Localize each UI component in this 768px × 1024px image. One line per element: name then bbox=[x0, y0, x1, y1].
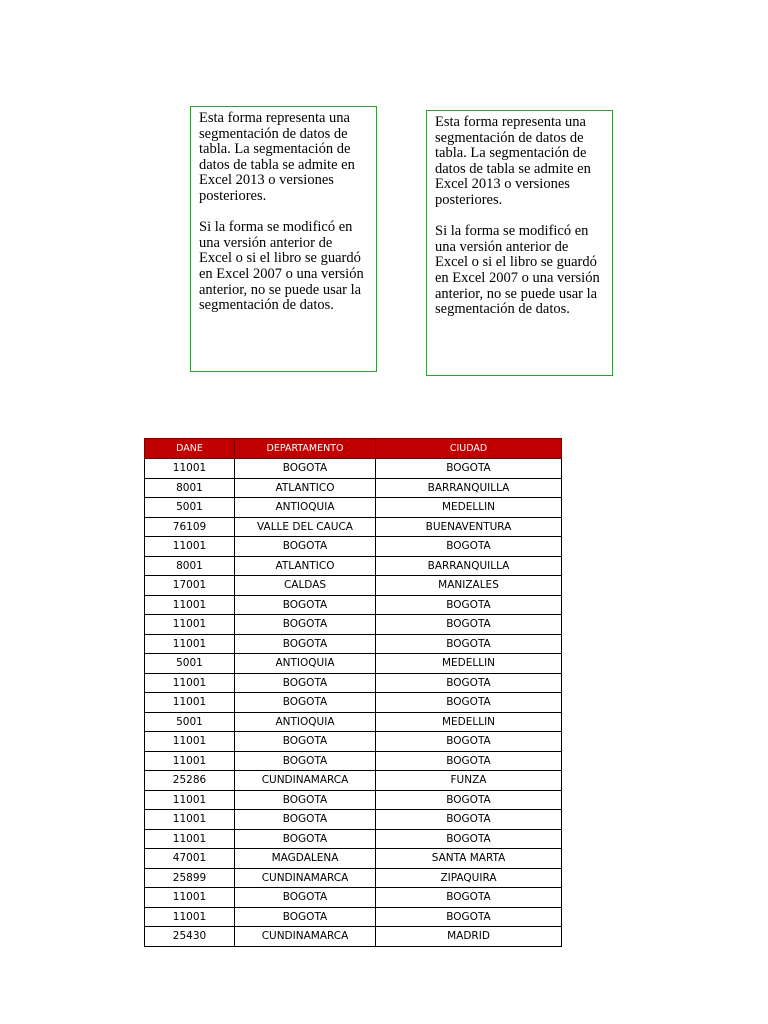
cell-ciudad[interactable]: ZIPAQUIRA bbox=[376, 868, 562, 888]
cell-ciudad[interactable]: BOGOTA bbox=[376, 888, 562, 908]
cell-dane[interactable]: 11001 bbox=[145, 673, 235, 693]
header-ciudad[interactable]: CIUDAD bbox=[376, 439, 562, 459]
table-row bbox=[145, 556, 562, 576]
cell-dane[interactable]: 76109 bbox=[145, 517, 235, 537]
cell-departamento[interactable]: ATLANTICO bbox=[235, 556, 376, 576]
cell-departamento[interactable]: BOGOTA bbox=[235, 810, 376, 830]
cell-dane[interactable]: 11001 bbox=[145, 693, 235, 713]
table-row bbox=[145, 868, 562, 888]
cell-dane[interactable]: 25286 bbox=[145, 771, 235, 791]
cell-ciudad[interactable]: BOGOTA bbox=[376, 595, 562, 615]
cell-dane[interactable]: 11001 bbox=[145, 615, 235, 635]
cell-ciudad[interactable]: BOGOTA bbox=[376, 537, 562, 557]
table-row bbox=[145, 907, 562, 927]
cell-departamento[interactable]: CUNDINAMARCA bbox=[235, 868, 376, 888]
cell-ciudad[interactable]: BOGOTA bbox=[376, 615, 562, 635]
cell-departamento[interactable]: BOGOTA bbox=[235, 751, 376, 771]
cell-dane[interactable]: 11001 bbox=[145, 810, 235, 830]
cell-dane[interactable]: 11001 bbox=[145, 595, 235, 615]
table-body bbox=[145, 459, 562, 947]
cell-ciudad[interactable]: BOGOTA bbox=[376, 829, 562, 849]
table-header-row bbox=[145, 439, 562, 459]
slicer-notice-text-2: Si la forma se modificó en una versión anterior de Excel o si el libro se guardó en Excel 2007 o una versión anterior, no se puede usar la segmentación de datos. bbox=[435, 223, 600, 318]
cell-dane[interactable]: 11001 bbox=[145, 732, 235, 752]
cell-dane[interactable]: 11001 bbox=[145, 459, 235, 479]
slicer-notice-text-2: Si la forma se modificó en una versión anterior de Excel o si el libro se guardó en Excel 2007 o una versión anterior, no se puede usar la segmentación de datos. bbox=[199, 219, 364, 314]
table-row bbox=[145, 712, 562, 732]
cell-ciudad[interactable]: BOGOTA bbox=[376, 693, 562, 713]
cell-departamento[interactable]: CUNDINAMARCA bbox=[235, 927, 376, 947]
cell-departamento[interactable]: BOGOTA bbox=[235, 673, 376, 693]
cell-dane[interactable]: 11001 bbox=[145, 907, 235, 927]
table-row bbox=[145, 849, 562, 869]
cell-ciudad[interactable]: BOGOTA bbox=[376, 459, 562, 479]
cell-dane[interactable]: 8001 bbox=[145, 478, 235, 498]
table-row bbox=[145, 693, 562, 713]
table-row bbox=[145, 576, 562, 596]
cell-departamento[interactable]: ATLANTICO bbox=[235, 478, 376, 498]
table-row bbox=[145, 498, 562, 518]
cell-departamento[interactable]: BOGOTA bbox=[235, 537, 376, 557]
cell-dane[interactable]: 8001 bbox=[145, 556, 235, 576]
cell-ciudad[interactable]: MEDELLIN bbox=[376, 654, 562, 674]
table-row bbox=[145, 459, 562, 479]
cell-departamento[interactable]: CALDAS bbox=[235, 576, 376, 596]
table-row bbox=[145, 751, 562, 771]
cell-dane[interactable]: 25430 bbox=[145, 927, 235, 947]
cell-ciudad[interactable]: BOGOTA bbox=[376, 751, 562, 771]
table-row bbox=[145, 634, 562, 654]
slicer-notice-text-1: Esta forma representa una segmentación de datos de tabla. La segmentación de datos de tabla se admite en Excel 2013 o versiones posteriores. bbox=[199, 110, 355, 204]
cell-departamento[interactable]: BOGOTA bbox=[235, 634, 376, 654]
cell-ciudad[interactable]: BARRANQUILLA bbox=[376, 478, 562, 498]
cell-departamento[interactable]: ANTIOQUIA bbox=[235, 712, 376, 732]
header-dane[interactable]: DANE bbox=[145, 439, 235, 459]
cell-ciudad[interactable]: MEDELLIN bbox=[376, 498, 562, 518]
slicer-placeholder-1 bbox=[190, 106, 377, 372]
table-row bbox=[145, 927, 562, 947]
cell-ciudad[interactable]: BOGOTA bbox=[376, 732, 562, 752]
cell-ciudad[interactable]: MADRID bbox=[376, 927, 562, 947]
cell-departamento[interactable]: BOGOTA bbox=[235, 829, 376, 849]
table-row bbox=[145, 829, 562, 849]
cell-departamento[interactable]: BOGOTA bbox=[235, 459, 376, 479]
table-row bbox=[145, 732, 562, 752]
cell-departamento[interactable]: BOGOTA bbox=[235, 790, 376, 810]
cell-departamento[interactable]: BOGOTA bbox=[235, 595, 376, 615]
cell-departamento[interactable]: ANTIOQUIA bbox=[235, 498, 376, 518]
table-row bbox=[145, 790, 562, 810]
dane-table bbox=[144, 438, 562, 947]
cell-dane[interactable]: 5001 bbox=[145, 654, 235, 674]
cell-ciudad[interactable]: BOGOTA bbox=[376, 790, 562, 810]
cell-ciudad[interactable]: MANIZALES bbox=[376, 576, 562, 596]
cell-dane[interactable]: 11001 bbox=[145, 888, 235, 908]
cell-dane[interactable]: 11001 bbox=[145, 751, 235, 771]
cell-departamento[interactable]: VALLE DEL CAUCA bbox=[235, 517, 376, 537]
cell-ciudad[interactable]: BOGOTA bbox=[376, 907, 562, 927]
cell-departamento[interactable]: ANTIOQUIA bbox=[235, 654, 376, 674]
table-row bbox=[145, 615, 562, 635]
cell-departamento[interactable]: BOGOTA bbox=[235, 907, 376, 927]
table-row bbox=[145, 888, 562, 908]
cell-dane[interactable]: 11001 bbox=[145, 537, 235, 557]
slicer-placeholder-2 bbox=[426, 110, 613, 376]
table-row bbox=[145, 478, 562, 498]
cell-departamento[interactable]: MAGDALENA bbox=[235, 849, 376, 869]
cell-ciudad[interactable]: BUENAVENTURA bbox=[376, 517, 562, 537]
cell-dane[interactable]: 17001 bbox=[145, 576, 235, 596]
cell-dane[interactable]: 11001 bbox=[145, 634, 235, 654]
table-row bbox=[145, 595, 562, 615]
cell-ciudad[interactable]: SANTA MARTA bbox=[376, 849, 562, 869]
table-row bbox=[145, 537, 562, 557]
cell-departamento[interactable]: BOGOTA bbox=[235, 732, 376, 752]
table-row bbox=[145, 810, 562, 830]
cell-dane[interactable]: 5001 bbox=[145, 712, 235, 732]
slicer-notice-text-1: Esta forma representa una segmentación de datos de tabla. La segmentación de datos de tabla se admite en Excel 2013 o versiones posteriores. bbox=[435, 114, 591, 208]
table-row bbox=[145, 654, 562, 674]
slicer-placeholder-2-clip bbox=[426, 110, 600, 376]
cell-ciudad[interactable]: BARRANQUILLA bbox=[376, 556, 562, 576]
cell-departamento[interactable]: CUNDINAMARCA bbox=[235, 771, 376, 791]
cell-dane[interactable]: 5001 bbox=[145, 498, 235, 518]
cell-dane[interactable]: 47001 bbox=[145, 849, 235, 869]
header-departamento[interactable]: DEPARTAMENTO bbox=[235, 439, 376, 459]
table-row bbox=[145, 673, 562, 693]
cell-departamento[interactable]: BOGOTA bbox=[235, 693, 376, 713]
cell-ciudad[interactable]: FUNZA bbox=[376, 771, 562, 791]
cell-departamento[interactable]: BOGOTA bbox=[235, 615, 376, 635]
table-row bbox=[145, 771, 562, 791]
cell-dane[interactable]: 11001 bbox=[145, 790, 235, 810]
cell-dane[interactable]: 11001 bbox=[145, 829, 235, 849]
cell-dane[interactable]: 25899 bbox=[145, 868, 235, 888]
cell-ciudad[interactable]: BOGOTA bbox=[376, 634, 562, 654]
table-row bbox=[145, 517, 562, 537]
cell-ciudad[interactable]: BOGOTA bbox=[376, 673, 562, 693]
cell-ciudad[interactable]: MEDELLIN bbox=[376, 712, 562, 732]
cell-departamento[interactable]: BOGOTA bbox=[235, 888, 376, 908]
cell-ciudad[interactable]: BOGOTA bbox=[376, 810, 562, 830]
